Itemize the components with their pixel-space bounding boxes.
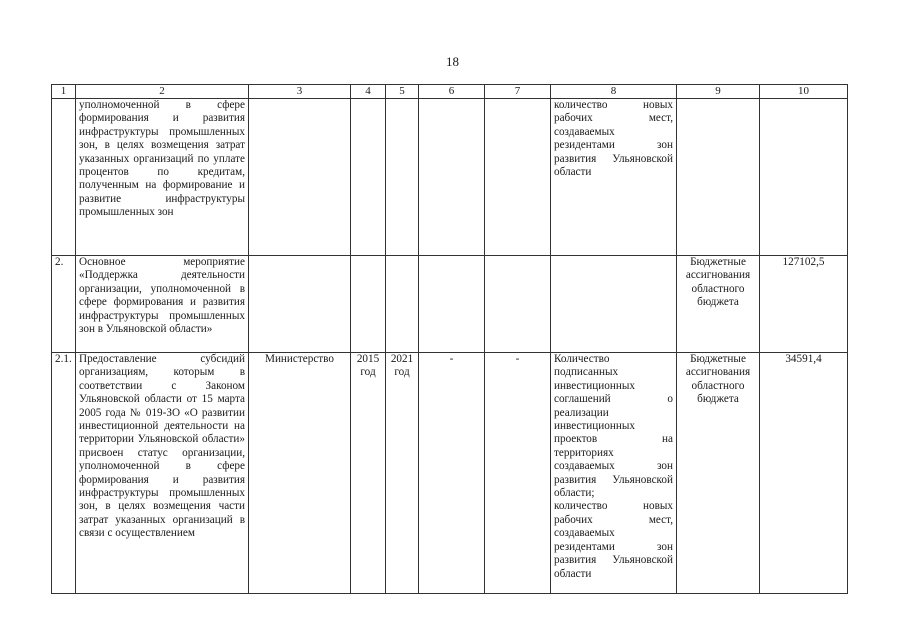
table-row (52, 256, 848, 353)
table-row (52, 353, 848, 594)
row-number: 2.1. (52, 353, 76, 594)
column-header: 10 (760, 85, 848, 99)
funding-source (677, 99, 760, 256)
column-header: 6 (419, 85, 485, 99)
col7-cell: - (485, 353, 551, 594)
start-year (351, 99, 386, 256)
column-header: 2 (76, 85, 249, 99)
executor: Министерство (249, 353, 351, 594)
funding-amount: 34591,4 (760, 353, 848, 594)
measure-name: уполномоченной в сфере формирования и развития инфраструктуры промышленных зон, в целях возмещения затрат указанных организаций по уплате процентов по кредитам, полученным на формирование и развитие инфраструктуры промышленных зон (76, 99, 249, 256)
column-header: 8 (551, 85, 677, 99)
column-header: 4 (351, 85, 386, 99)
funding-amount (760, 99, 848, 256)
col6-cell: - (419, 353, 485, 594)
funding-source: Бюджетные ассигнования областного бюджета (677, 256, 760, 353)
program-table (51, 84, 848, 594)
start-year: 2015 год (351, 353, 386, 594)
col6-cell (419, 99, 485, 256)
column-header: 1 (52, 85, 76, 99)
table-header-row (52, 85, 848, 99)
measure-name: Предоставление субсидий организациям, которым в соответствии с Законом Ульяновской области от 15 марта 2005 года № 019-ЗО «О развитии инвестиционной деятельности на территории Ульяновской области» присвоен статус организации, уполномоченной в сфере формирования и развития инфраструктуры промышленных зон, в целях возмещения части затрат указанных организаций в связи с осуществлением (76, 353, 249, 594)
column-header: 3 (249, 85, 351, 99)
page-number: 18 (446, 54, 459, 69)
table-row (52, 99, 848, 256)
column-header: 5 (386, 85, 419, 99)
measure-name: Основное мероприятие «Поддержка деятельности организации, уполномоченной в сфере формирования и развития инфраструктуры промышленных зон в Ульяновской области» (76, 256, 249, 353)
start-year (351, 256, 386, 353)
end-year: 2021 год (386, 353, 419, 594)
funding-amount: 127102,5 (760, 256, 848, 353)
col7-cell (485, 256, 551, 353)
target-indicators: количество новых рабочих мест, создаваемых резидентами зон развития Ульяновской области (551, 99, 677, 256)
executor (249, 256, 351, 353)
target-indicators: Количество подписанных инвестиционных соглашений о реализации инвестиционных проектов на территориях создаваемых зон развития Ульяновской области; количество новых рабочих мест, создаваемых резидентами зон развития Ульяновской области (551, 353, 677, 594)
row-number: 2. (52, 256, 76, 353)
target-indicators (551, 256, 677, 353)
column-header: 7 (485, 85, 551, 99)
col7-cell (485, 99, 551, 256)
col6-cell (419, 256, 485, 353)
row-number (52, 99, 76, 256)
column-header: 9 (677, 85, 760, 99)
executor (249, 99, 351, 256)
funding-source: Бюджетные ассигнования областного бюджета (677, 353, 760, 594)
end-year (386, 99, 419, 256)
end-year (386, 256, 419, 353)
